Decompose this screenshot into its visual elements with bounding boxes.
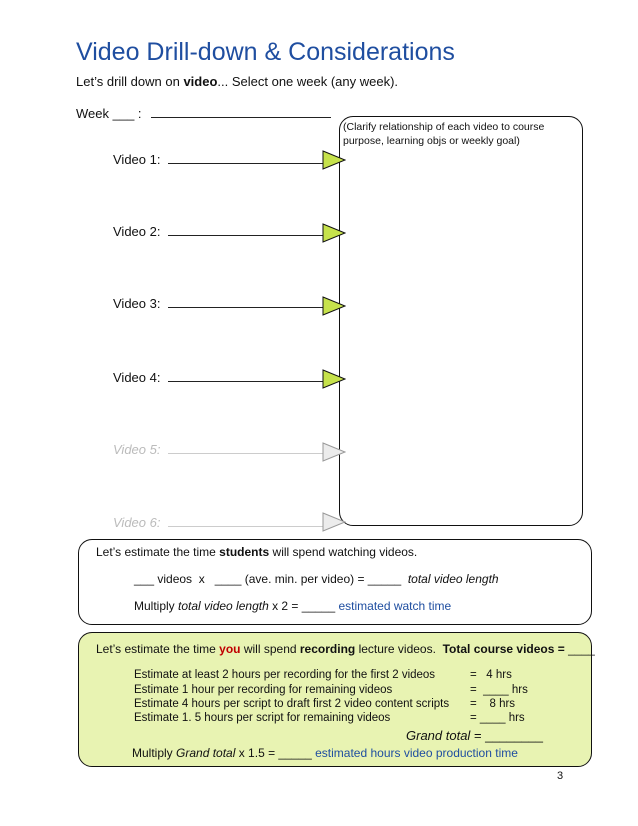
video-blank-3 (168, 294, 323, 308)
estimate-value-4: = ____ hrs (470, 712, 525, 724)
week-label: Week ___ : (76, 106, 142, 121)
estimate-row-2: Estimate 1 hour per recording for remaining videos (134, 684, 393, 696)
recording-heading-you: you (219, 642, 241, 656)
estimate-row-4: Estimate 1. 5 hours per script for remaining videos (134, 712, 391, 724)
students-line1-italic: total video length (407, 572, 499, 586)
grand-total-rest: = ________ (470, 728, 543, 743)
video-row-4 (113, 368, 323, 385)
video-blank-4 (168, 368, 323, 382)
clarify-note: (Clarify relationship of each video to course purpose, learning objs or weekly goal) (343, 121, 545, 147)
students-line2-italic: total video length (178, 599, 269, 613)
video-label-1: Video 1: (113, 152, 161, 167)
estimate-value-2: = ____ hrs (470, 684, 528, 696)
page-title: Video Drill-down & Considerations (76, 38, 455, 66)
recording-heading-suffix: lecture videos. (355, 642, 443, 656)
estimate-value-3: = 8 hrs (470, 698, 516, 710)
multiply-mid: x 1.5 = _____ (235, 746, 316, 760)
students-line2-mid: x 2 = _____ (268, 599, 339, 613)
arrow-right-icon (322, 150, 346, 170)
video-row-6 (113, 513, 323, 530)
students-heading-suffix: will spend watching videos. (269, 545, 418, 559)
arrow-right-icon (322, 442, 346, 462)
video-label-2: Video 2: (113, 224, 161, 239)
video-blank-5 (168, 440, 323, 454)
video-label-6: Video 6: (113, 515, 161, 530)
grand-total (406, 728, 543, 743)
video-label-3: Video 3: (113, 296, 161, 311)
total-videos-blank: ____ (568, 642, 595, 656)
students-line2-blue: estimated watch time (338, 599, 452, 613)
intro-suffix: ... Select one week (any week). (217, 74, 399, 89)
multiply-line (132, 746, 518, 760)
multiply-prefix: Multiply (132, 746, 177, 760)
video-row-1 (113, 150, 323, 167)
arrow-right-icon (322, 296, 346, 316)
students-heading-bold: students (219, 545, 270, 559)
grand-total-italic: Grand total (406, 728, 471, 743)
intro-prefix: Let’s drill down on (76, 74, 184, 89)
intro-text (76, 74, 398, 89)
students-line2-prefix: Multiply (134, 599, 179, 613)
week-row (76, 104, 331, 121)
video-label-5: Video 5: (113, 442, 161, 457)
students-line-2 (134, 599, 451, 613)
recording-heading-mid: will spend (240, 642, 300, 656)
total-videos-label: Total course videos = (442, 642, 569, 656)
video-blank-1 (168, 150, 323, 164)
clarify-box (339, 116, 583, 526)
arrow-right-icon (322, 369, 346, 389)
recording-heading-bold: recording (299, 642, 356, 656)
recording-heading-prefix: Let’s estimate the time (96, 642, 220, 656)
video-row-5 (113, 440, 323, 457)
students-line1-main: ___ videos x ____ (ave. min. per video) = _____ (134, 572, 408, 586)
arrow-right-icon (322, 512, 346, 532)
video-row-3 (113, 294, 323, 311)
multiply-blue: estimated hours video production time (315, 746, 518, 760)
arrow-right-icon (322, 223, 346, 243)
estimate-row-1: Estimate at least 2 hours per recording for the first 2 videos (134, 669, 436, 681)
students-heading (96, 545, 417, 559)
page-number: 3 (557, 770, 564, 782)
estimate-value-1: = 4 hrs (470, 669, 512, 681)
students-line-1 (134, 572, 499, 586)
video-label-4: Video 4: (113, 370, 161, 385)
intro-bold: video (183, 74, 218, 89)
week-blank (151, 104, 331, 118)
estimate-row-3: Estimate 4 hours per script to draft first 2 video content scripts (134, 698, 450, 710)
video-row-2 (113, 222, 323, 239)
video-blank-6 (168, 513, 323, 527)
multiply-italic: Grand total (176, 746, 236, 760)
recording-heading (96, 642, 595, 656)
video-blank-2 (168, 222, 323, 236)
students-heading-prefix: Let’s estimate the time (96, 545, 220, 559)
